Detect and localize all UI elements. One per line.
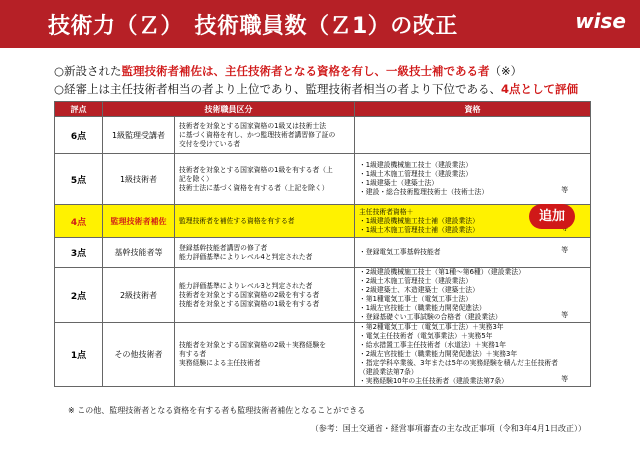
note-highlight: 4点として評価 xyxy=(501,82,579,96)
category-cell: 基幹技能者等 xyxy=(103,238,175,268)
qualification-line: ・第1種電気工事士（電気工事士法） xyxy=(359,295,473,303)
note-suffix: （※） xyxy=(489,64,523,78)
category-cell: 1級技術者 xyxy=(103,154,175,205)
qualification-line: ・2級建設機械施工技士（第1種〜第6種）（建設業法） xyxy=(359,268,525,276)
description-line: 実務経験による主任技術者 xyxy=(179,359,261,367)
category-cell: 1級監理受講者 xyxy=(103,117,175,154)
qualification-line: ・電気主任技術者（電気事業法）＋実務5年 xyxy=(359,332,493,340)
note-new-role xyxy=(54,63,522,79)
description-line: 技能者を対象とする国家資格の1級を有する者 xyxy=(179,299,320,308)
description-line: 登録基幹技能者講習の修了者 xyxy=(179,243,268,252)
category-cell: 監理技術者補佐 xyxy=(103,205,175,238)
description-line: 技能者を対象とする国家資格の2級＋実務経験を xyxy=(179,341,327,349)
qualification-line: ・登録電気工事基幹技能者 xyxy=(359,248,441,256)
qualification-line: ・実務経験10年の主任技術者（建設業法第7条） xyxy=(359,377,508,385)
score-cell: 1点 xyxy=(55,323,103,387)
score-cell: 3点 xyxy=(55,238,103,268)
qualification-line: ・給水措置工事主任技術者（水道法）＋実務1年 xyxy=(359,341,507,349)
footnote: ※ この他、監理技術者となる資格を有する者も監理技術者補佐となることができる xyxy=(68,406,366,415)
header-category: 技術職員区分 xyxy=(103,102,355,117)
description-line: に基づく資格を有し、かつ監理技術者講習修了証の xyxy=(179,130,336,139)
table-row xyxy=(55,323,591,387)
staff-classification-table xyxy=(54,101,591,387)
table-row xyxy=(55,268,591,323)
header-score: 評点 xyxy=(55,102,103,117)
qualification-cell xyxy=(355,323,591,387)
note-ranking xyxy=(54,81,578,97)
qualification-line: ・2級建築士、木造建築士（建築士法） xyxy=(359,286,479,294)
score-cell: 2点 xyxy=(55,268,103,323)
qualification-line: ・登録基礎ぐい工事試験の合格者（建設業法） xyxy=(359,313,502,321)
qualification-line: ・建設・総合技術監理技術士（技術士法） xyxy=(359,188,489,196)
etc-marker: 等 xyxy=(561,246,568,254)
note-prefix: 新設された xyxy=(64,64,122,78)
qualification-cell xyxy=(355,268,591,323)
qualification-line: 主任技術者資格＋ xyxy=(359,207,414,216)
note-highlight: 監理技術者補佐は、主任技術者となる資格を有し、一級技士補である者 xyxy=(121,64,490,78)
description-cell xyxy=(175,268,355,323)
page-title: 技術力（Ｚ） 技術職員数（Ｚ1）の改正 xyxy=(48,14,458,39)
qualification-cell xyxy=(355,238,591,268)
note-bullet: ○ xyxy=(54,82,65,96)
description-line: 有する者 xyxy=(179,350,207,358)
description-line: 技術者を対象とする国家資格の1級又は技術士法 xyxy=(179,121,327,130)
etc-marker: 等 xyxy=(561,375,568,383)
table-header-row xyxy=(55,102,591,117)
qualification-line: ・2級左官技能士（職業能力開発促進法）＋実務3年 xyxy=(359,350,518,358)
brand-logo: wise xyxy=(575,9,626,33)
qualification-line: ・1級土木施工管理技士（建設業法） xyxy=(359,170,473,178)
description-line: 技術士法に基づく資格を有する者（上記を除く） xyxy=(179,183,329,192)
table-row xyxy=(55,154,591,205)
category-cell: その他技術者 xyxy=(103,323,175,387)
description-line: 交付を受けている者 xyxy=(179,139,241,148)
header-qualification: 資格 xyxy=(355,102,591,117)
description-line: 監理技術者を補佐する資格を有する者 xyxy=(179,216,295,225)
qualification-cell xyxy=(355,154,591,205)
score-cell: 4点 xyxy=(55,205,103,238)
description-line: 技術者を対象とする国家資格の2級を有する者 xyxy=(179,290,320,299)
qualification-line: ・1級左官技能士（職業能力開発促進法） xyxy=(359,304,486,312)
note-prefix: 経審上は主任技術者相当の者より上位であり、監理技術者相当の者より下位である、 xyxy=(64,82,502,96)
score-cell: 5点 xyxy=(55,154,103,205)
description-line: 能力評価基準によりレベル4と判定された者 xyxy=(179,252,313,261)
note-bullet: ○ xyxy=(54,64,65,78)
table-row xyxy=(55,205,591,238)
qualification-line: ・1級建設機械施工技士（建設業法） xyxy=(359,161,473,169)
description-line: 記を除く） xyxy=(179,174,213,183)
description-cell xyxy=(175,205,355,238)
qualification-line: ・1級建設機械施工技士補（建設業法） xyxy=(359,216,479,225)
qualification-cell xyxy=(355,117,591,154)
description-cell xyxy=(175,238,355,268)
description-cell xyxy=(175,154,355,205)
reference-source: （参考：国土交通省・経営事項審査の主な改正事項（令和3年4月1日改正）） xyxy=(310,424,586,433)
description-cell xyxy=(175,323,355,387)
category-cell: 2級技術者 xyxy=(103,268,175,323)
description-line: 能力評価基準によりレベル3と判定された者 xyxy=(179,281,313,290)
score-cell: 6点 xyxy=(55,117,103,154)
table-row xyxy=(55,238,591,268)
qualification-line: ・2級土木施工管理技士（建設業法） xyxy=(359,277,473,285)
description-line: 技術者を対象とする国家資格の1級を有する者（上 xyxy=(179,165,333,174)
etc-marker: 等 xyxy=(561,311,568,319)
description-cell xyxy=(175,117,355,154)
qualification-line: （建設業法第7条） xyxy=(359,368,418,376)
title-banner xyxy=(0,0,640,48)
added-badge: 追加 xyxy=(529,204,575,229)
qualification-line: ・1級土木施工管理技士補（建設業法） xyxy=(359,225,479,234)
qualification-line: ・指定学科卒業後、3年または5年の実務経験を積んだ主任技術者 xyxy=(359,359,558,367)
table-row xyxy=(55,117,591,154)
qualification-line: ・1級建築士（建築士法） xyxy=(359,179,439,187)
qualification-line: ・第2種電気工事士（電気工事士法）＋実務3年 xyxy=(359,323,504,331)
etc-marker: 等 xyxy=(561,186,568,194)
